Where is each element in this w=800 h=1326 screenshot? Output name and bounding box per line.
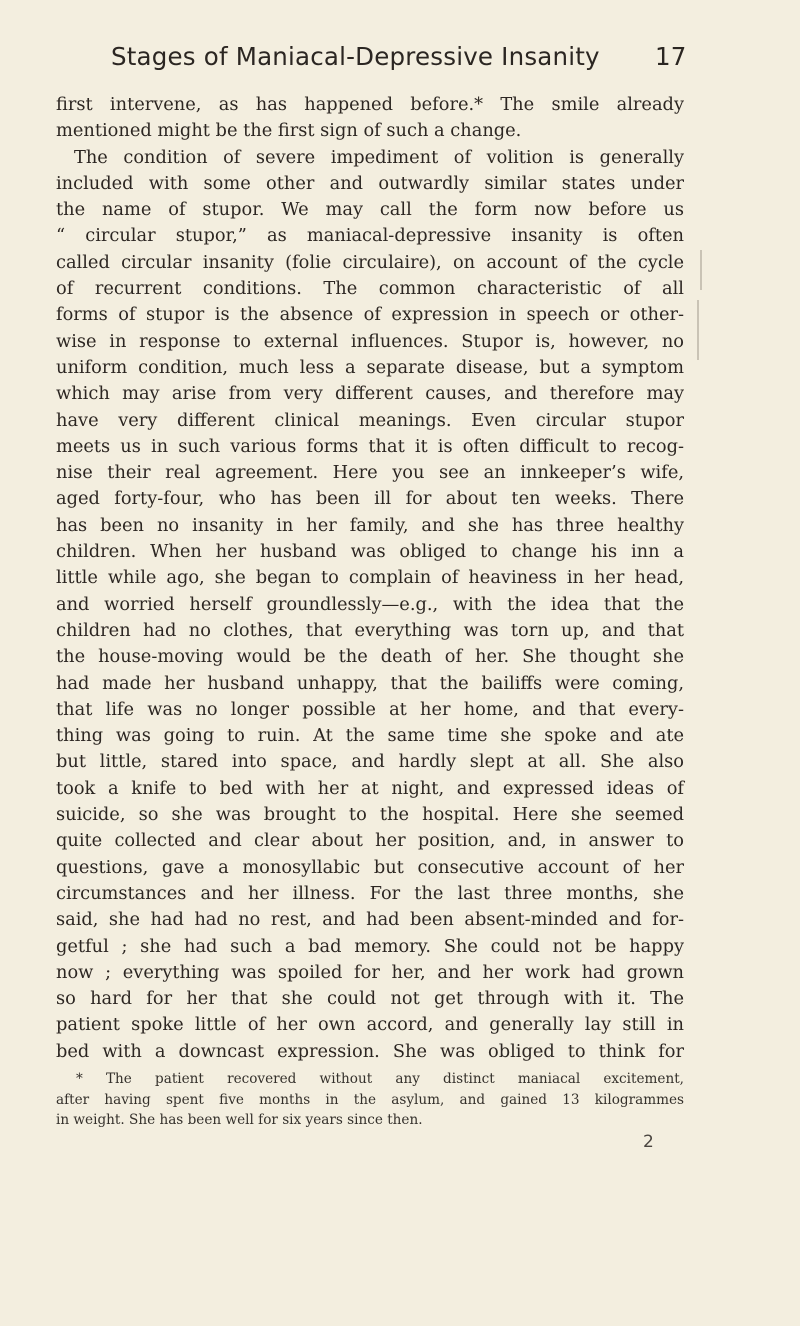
text-line: suicide, so she was brought to the hospital. Here she seemed: [56, 804, 684, 826]
text-line: children. When her husband was obliged to change his inn a: [56, 541, 684, 563]
margin-pencil-mark: [700, 250, 702, 290]
text-line: now ; everything was spoiled for her, and her work had grown: [56, 961, 684, 983]
text-line: mentioned might be the first sign of such a change.: [56, 120, 522, 142]
text-line: and worried herself groundlessly—e.g., with the idea that the: [56, 593, 684, 615]
text-line: took a knife to bed with her at night, and expressed ideas of: [56, 777, 684, 799]
text-line: so hard for her that she could not get through with it. The: [56, 988, 684, 1010]
text-line: included with some other and outwardly similar states under: [56, 172, 684, 194]
footnote: [56, 1069, 684, 1131]
margin-pencil-mark: [697, 300, 699, 360]
text-line: getful ; she had such a bad memory. She could not be happy: [56, 935, 684, 957]
text-line: The condition of severe impediment of volition is generally: [74, 146, 684, 168]
signature-mark: 2: [643, 1132, 654, 1152]
text-line: of recurrent conditions. The common characteristic of all: [56, 278, 684, 300]
text-line: first intervene, as has happened before.* The smile already: [56, 94, 684, 115]
text-line: “ circular stupor,” as maniacal-depressive insanity is often: [56, 225, 684, 247]
text-line: forms of stupor is the absence of expression in speech or other-: [56, 304, 684, 326]
text-line: have very different clinical meanings. Even circular stupor: [56, 409, 684, 431]
text-line: thing was going to ruin. At the same time she spoke and ate: [56, 725, 684, 747]
text-line: called circular insanity (folie circulaire), on account of the cycle: [56, 251, 684, 273]
text-line: has been no insanity in her family, and she has three healthy: [56, 514, 684, 536]
text-line: quite collected and clear about her position, and, in answer to: [56, 830, 684, 852]
body-text: [56, 92, 684, 1065]
text-line: but little, stared into space, and hardly slept at all. She also: [56, 751, 684, 773]
text-line: that life was no longer possible at her home, and that every-: [56, 698, 684, 720]
text-line: the house-moving would be the death of her. She thought she: [56, 646, 684, 668]
text-line: circumstances and her illness. For the last three months, she: [56, 882, 684, 904]
text-line: questions, gave a monosyllabic but consecutive account of her: [56, 856, 684, 878]
text-line: little while ago, she began to complain of heaviness in her head,: [56, 567, 684, 589]
running-head-title: Stages of Maniacal-Depressive Insanity: [111, 42, 600, 71]
page-number: 17: [655, 42, 687, 71]
text-line: wise in response to external influences. Stupor is, however, no: [56, 330, 684, 352]
text-line: patient spoke little of her own accord, and generally lay still in: [56, 1014, 684, 1036]
text-line: nise their real agreement. Here you see an innkeeper’s wife,: [56, 462, 684, 484]
text-line: uniform condition, much less a separate disease, but a symptom: [56, 356, 684, 378]
text-line: had made her husband unhappy, that the bailiffs were coming,: [56, 672, 684, 694]
text-line: which may arise from very different causes, and therefore may: [56, 383, 684, 405]
footnote-line: after having spent five months in the asylum, and gained 13 kilogrammes: [56, 1091, 684, 1108]
text-line: said, she had had no rest, and had been absent-minded and for-: [56, 909, 684, 931]
text-line: bed with a downcast expression. She was obliged to think for: [56, 1040, 684, 1062]
footnote-line: in weight. She has been well for six years since then.: [56, 1112, 423, 1128]
text-line: the name of stupor. We may call the form now before us: [56, 199, 684, 221]
text-line: aged forty-four, who has been ill for about ten weeks. There: [56, 488, 684, 510]
text-line: meets us in such various forms that it is often difficult to recog-: [56, 435, 684, 457]
text-line: children had no clothes, that everything was torn up, and that: [56, 619, 684, 641]
footnote-line: * The patient recovered without any distinct maniacal excitement,: [76, 1071, 684, 1087]
